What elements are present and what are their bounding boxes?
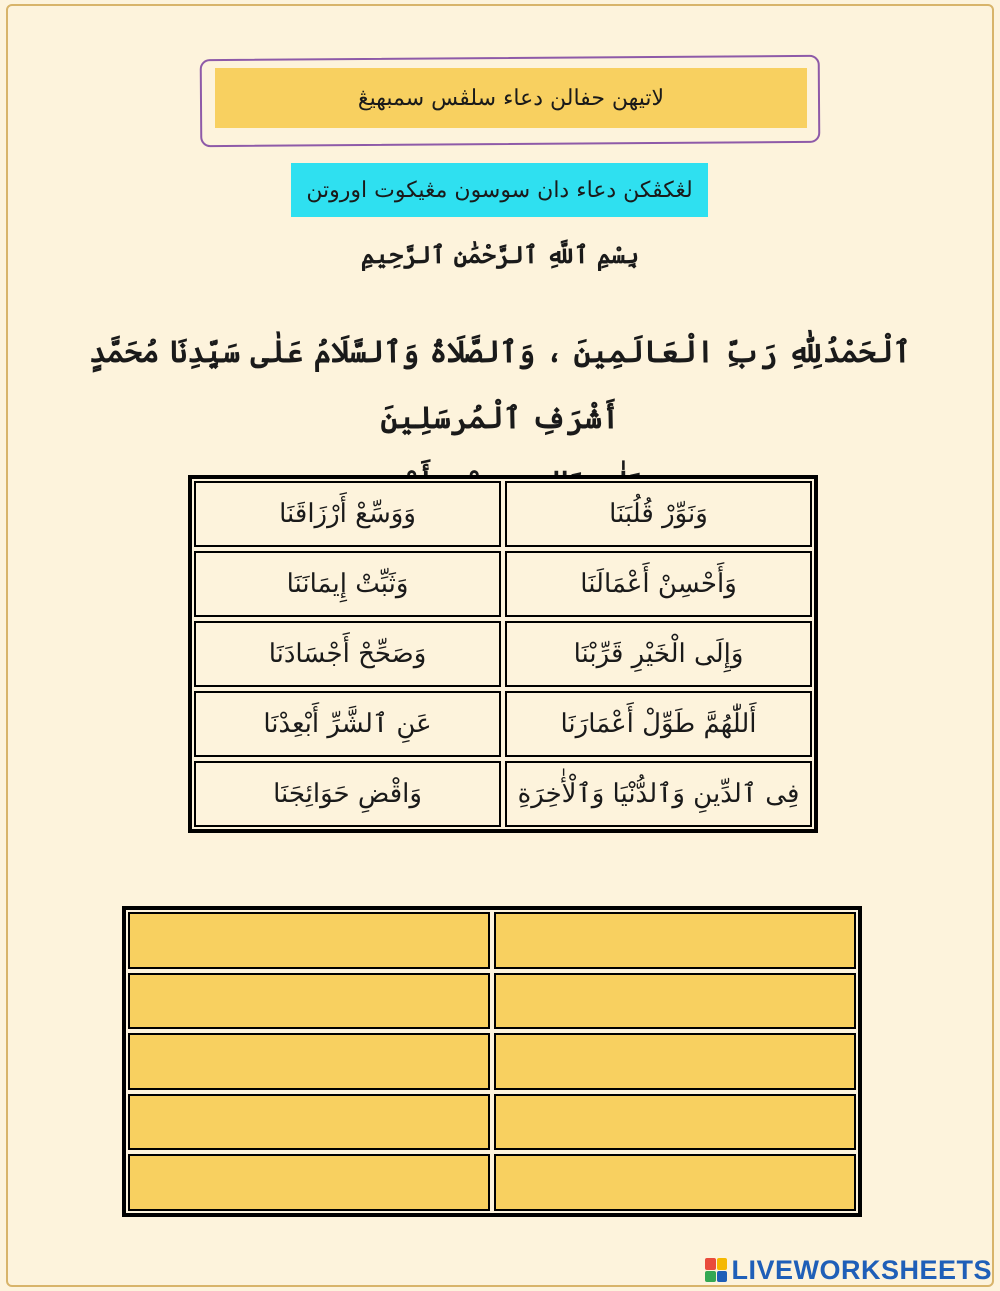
answer-drop-zone[interactable]	[494, 912, 856, 969]
table-row	[128, 1033, 856, 1090]
table-row	[194, 481, 812, 547]
table-row	[194, 761, 812, 827]
table-row	[128, 1094, 856, 1151]
table-row	[128, 973, 856, 1030]
answer-drop-zone[interactable]	[494, 1154, 856, 1211]
phrase-cell[interactable]: وَاقْضِ حَوَائِجَنَا	[194, 761, 501, 827]
phrase-cell[interactable]: وَأَحْسِنْ أَعْمَالَنَا	[505, 551, 812, 617]
phrase-cell[interactable]: عَنِ ٱلشَّرِّ أَبْعِدْنَا	[194, 691, 501, 757]
phrase-cell[interactable]: فِى ٱلدِّينِ وَٱلدُّنْيَا وَٱلْأٰخِرَةِ	[505, 761, 812, 827]
opening-line-1: ٱلْحَمْدُلِلّٰهِ رَبِّ الْعَالَمِينَ ، وَٱلصَّلَاةُ وَٱلسَّلَامُ عَلٰى سَيِّدِنَا مُحَمَّدٍ أَشْرَفِ ٱلْمُرسَلِينَ	[89, 335, 911, 436]
worksheet-title: لاتيهن حفالن دعاء سلڤس سمبهيڠ	[215, 68, 807, 128]
table-row	[194, 551, 812, 617]
liveworksheets-logo[interactable]	[705, 1255, 992, 1285]
phrase-cell[interactable]: وَثَبِّتْ إِيمَانَنَا	[194, 551, 501, 617]
phrase-cell[interactable]: أَللّٰهُمَّ طَوِّلْ أَعْمَارَنَا	[505, 691, 812, 757]
phrase-cell[interactable]: وَوَسِّعْ أَرْزَاقَنَا	[194, 481, 501, 547]
answer-drop-zone[interactable]	[128, 1033, 490, 1090]
table-row	[194, 691, 812, 757]
answer-drop-zone[interactable]	[128, 1094, 490, 1151]
answer-drop-zone[interactable]	[128, 973, 490, 1030]
instruction-label: لڠکڤکن دعاء دان سوسون مڠيکوت اوروتن	[291, 163, 708, 217]
answer-drop-zone[interactable]	[128, 1154, 490, 1211]
answer-drop-zone[interactable]	[128, 912, 490, 969]
phrase-cell[interactable]: وَنَوِّرْ قُلُبَنَا	[505, 481, 812, 547]
phrase-cell[interactable]: وَصَحِّحْ أَجْسَادَنَا	[194, 621, 501, 687]
phrase-cell[interactable]: وَإِلَى الْخَيْرِ قَرِّبْنَا	[505, 621, 812, 687]
answer-drop-zone[interactable]	[494, 1033, 856, 1090]
logo-text: LIVEWORKSHEETS	[731, 1254, 992, 1285]
table-row	[128, 912, 856, 969]
prayer-phrases-table	[188, 475, 818, 833]
table-row	[194, 621, 812, 687]
answer-drop-zone[interactable]	[494, 973, 856, 1030]
table-row	[128, 1154, 856, 1211]
basmalah: بِسْمِ ٱللَّهِ ٱلرَّحْمَٰنِ ٱلرَّحِيمِ	[360, 240, 640, 269]
answer-drop-zone[interactable]	[494, 1094, 856, 1151]
liveworksheets-logo-icon	[705, 1258, 727, 1282]
answer-drop-table	[122, 906, 862, 1217]
